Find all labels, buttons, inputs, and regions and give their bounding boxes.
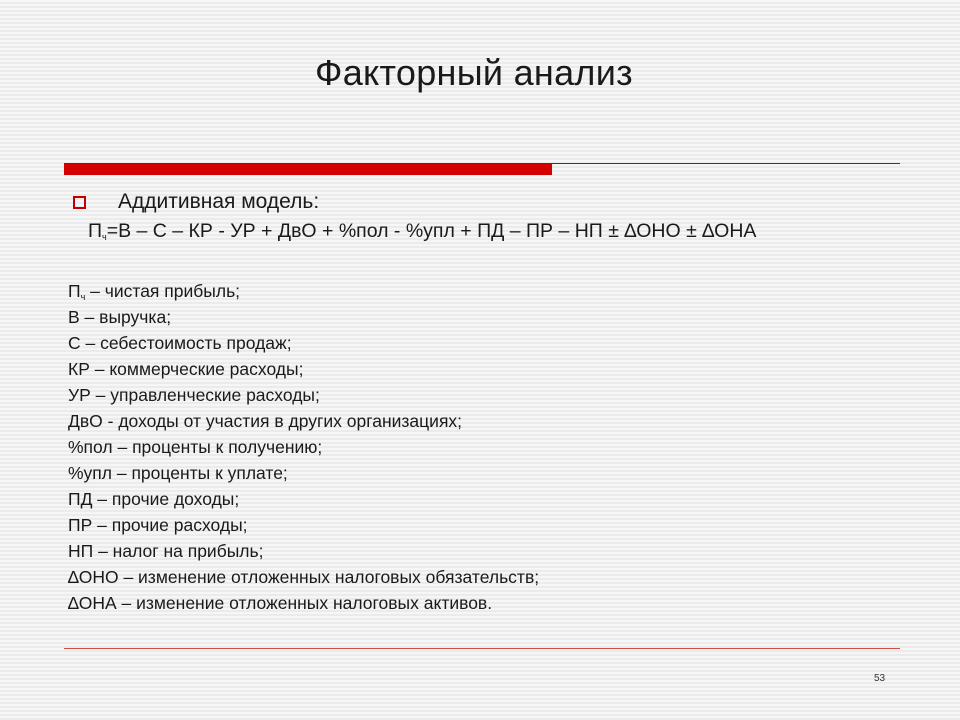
title-underline-thick: [64, 164, 552, 175]
definition-text: – проценты к уплате;: [112, 463, 288, 483]
definition-item: [68, 540, 539, 566]
definition-item: [68, 462, 539, 488]
definition-item: [68, 436, 539, 462]
definition-item: [68, 332, 539, 358]
formula-lhs-symbol: П: [88, 220, 103, 242]
definition-text: – изменение отложенных налоговых обязательств;: [118, 567, 540, 587]
definition-item: [68, 488, 539, 514]
hollow-square-bullet-icon: [73, 196, 86, 209]
footer-rule: [64, 648, 900, 649]
definition-text: – проценты к получению;: [112, 437, 323, 457]
definition-symbol: В: [68, 307, 80, 327]
formula-rhs: =В – С – КР - УР + ДвО + %пол - %упл + ПД – ПР – НП ± ∆ОНО ± ∆ОНА: [106, 220, 757, 242]
definition-symbol: П: [68, 281, 81, 301]
definition-symbol: ДвО: [68, 411, 103, 431]
bullet-heading: Аддитивная модель:: [118, 190, 320, 213]
definition-text: – прочие доходы;: [92, 489, 240, 509]
definition-item: [68, 280, 539, 306]
definition-symbol: ПД: [68, 489, 93, 509]
definition-text: – налог на прибыль;: [93, 541, 264, 561]
definition-text: – коммерческие расходы;: [89, 359, 304, 379]
slide-title: Факторный анализ: [315, 52, 633, 93]
definition-text: – управленческие расходы;: [90, 385, 320, 405]
definition-text: – чистая прибыль;: [85, 281, 241, 301]
definition-item: [68, 384, 539, 410]
definition-subscript: ч: [80, 292, 86, 302]
definition-symbol: %упл: [68, 463, 112, 483]
page-number: 53: [874, 673, 886, 684]
definition-text: – прочие расходы;: [92, 515, 248, 535]
definition-symbol: ПР: [68, 515, 93, 535]
formula-lhs-subscript: ч: [102, 232, 107, 242]
definition-item: [68, 410, 539, 436]
definition-text: – себестоимость продаж;: [80, 333, 292, 353]
definition-item: [68, 592, 539, 618]
definition-item: [68, 358, 539, 384]
definition-symbol: УР: [68, 385, 91, 405]
definition-symbol: НП: [68, 541, 94, 561]
definition-item: [68, 566, 539, 592]
definition-symbol: КР: [68, 359, 90, 379]
definition-symbol: ∆ОНО: [68, 567, 119, 587]
additive-model-formula: [88, 220, 756, 243]
definitions-list: [68, 280, 539, 618]
definition-text: – изменение отложенных налоговых активов.: [116, 593, 493, 613]
definition-item: [68, 306, 539, 332]
definition-text: – выручка;: [79, 307, 172, 327]
definition-symbol: %пол: [68, 437, 113, 457]
definition-text: - доходы от участия в других организациях;: [102, 411, 463, 431]
definition-symbol: С: [68, 333, 81, 353]
definition-item: [68, 514, 539, 540]
definition-symbol: ∆ОНА: [68, 593, 117, 613]
